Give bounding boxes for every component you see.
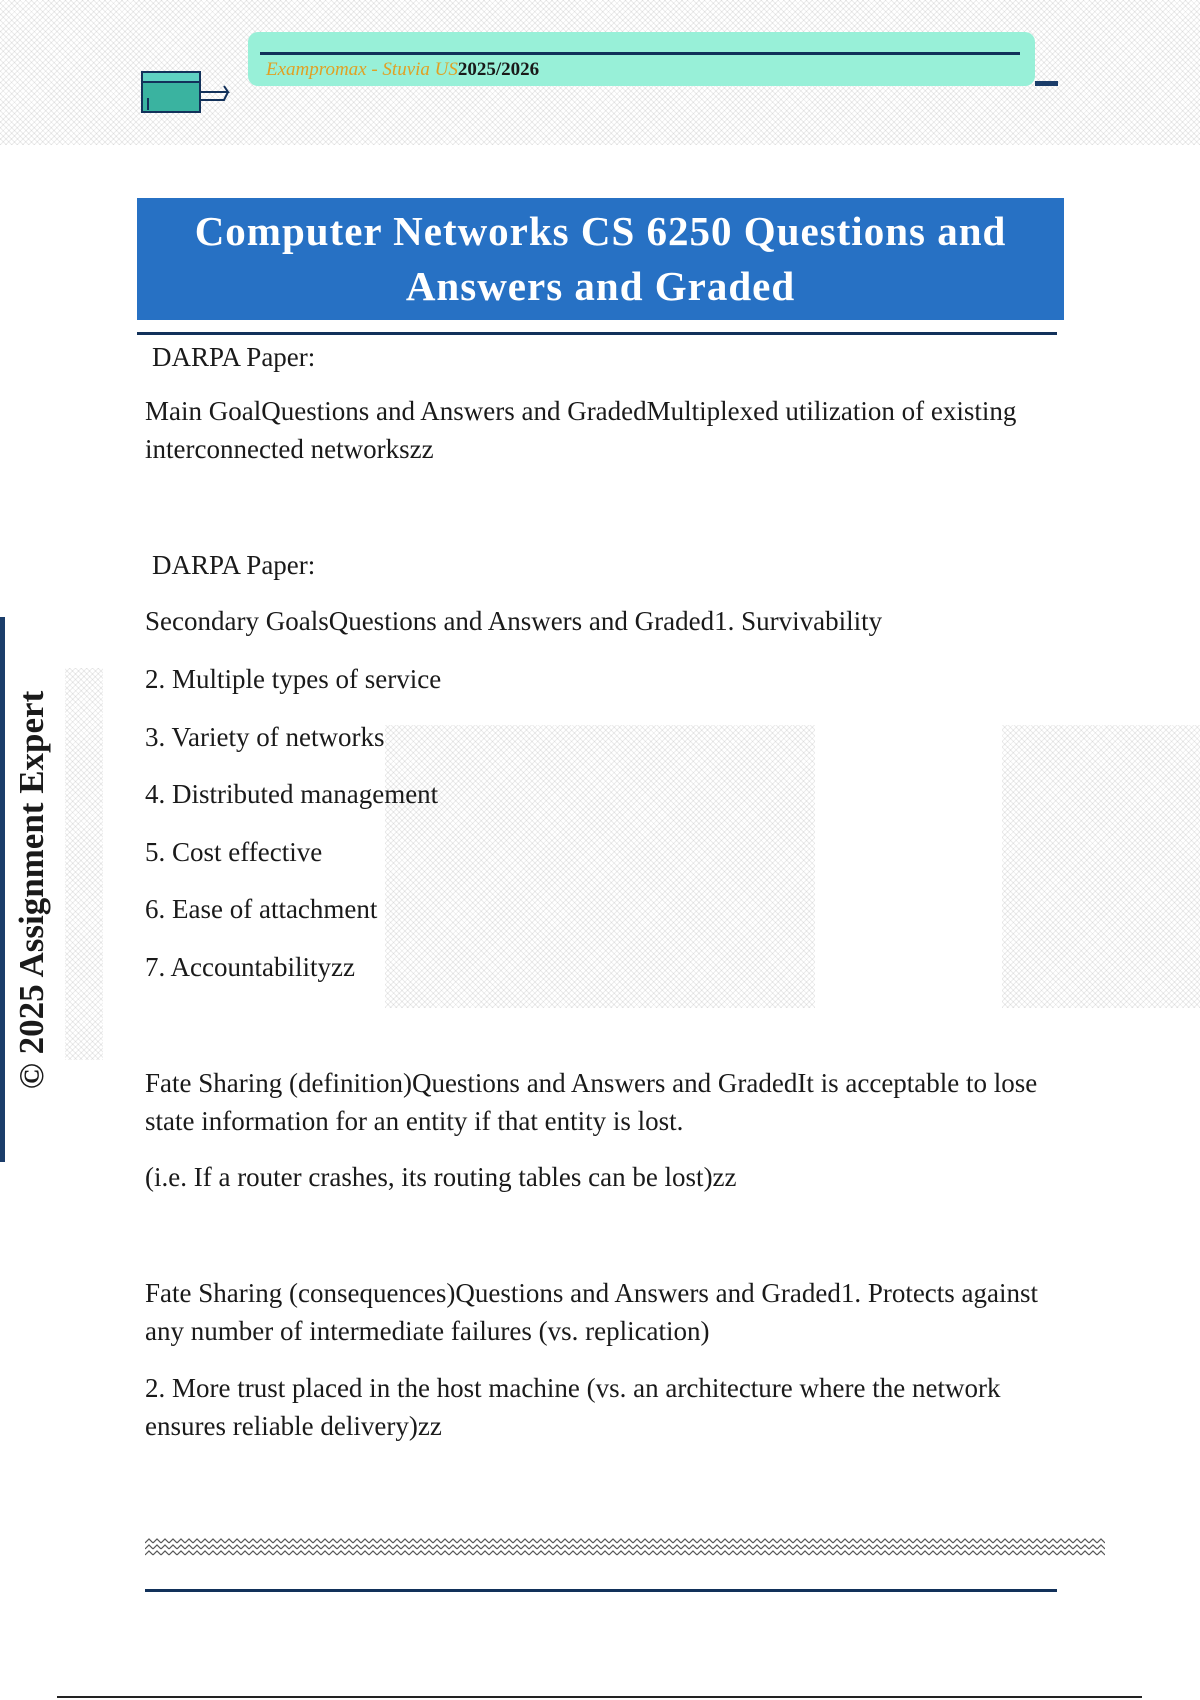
answer-text: 2. More trust placed in the host machine (vs. an architecture where the network ensures reliable delivery)zz [145,1373,1001,1441]
title-banner [137,198,1064,320]
list-item: 2. Multiple types of service [145,664,442,694]
answer-text: Fate Sharing (definition)Questions and Answers and GradedIt is acceptable to lose state information for an entity if that entity is lost. [145,1068,1038,1136]
header-rule-accent [1035,81,1058,86]
header-source: Exampromax - Stuvia US [266,59,458,80]
answer-text: (i.e. If a router crashes, its routing tables can be lost)zz [145,1162,737,1192]
folder-arrow-icon [140,70,240,118]
answer-text: Fate Sharing (consequences)Questions and Answers and Graded1. Protects against any number of intermediate failures (vs. replication) [145,1278,1039,1346]
title-underline [137,332,1057,335]
header-label [266,59,539,81]
question-heading: DARPA Paper: [152,550,316,580]
side-watermark-hatch [65,668,103,1060]
question-heading: DARPA Paper: [152,342,316,372]
list-item: 7. Accountabilityzz [145,952,355,982]
page-title: Computer Networks CS 6250 Questions and Answers and Graded [194,208,1007,309]
list-item: 6. Ease of attachment [145,894,378,924]
side-watermark-bar [0,617,5,1162]
footer-rule [145,1589,1057,1592]
header-year: 2025/2026 [457,59,540,80]
list-item: 5. Cost effective [145,837,323,867]
side-watermark-text: © 2025 Assignment Expert [12,690,51,1090]
decorative-divider [145,1538,1105,1556]
list-item: Secondary GoalsQuestions and Answers and Graded1. Survivability [145,606,883,636]
answer-text: Main GoalQuestions and Answers and GradedMultiplexed utilization of existing interconnected networkszz [145,396,1017,464]
list-item: 3. Variety of networks [145,722,385,752]
page-bottom-rule [57,1696,1142,1698]
list-item: 4. Distributed management [145,779,439,809]
header-rule [260,52,1020,55]
